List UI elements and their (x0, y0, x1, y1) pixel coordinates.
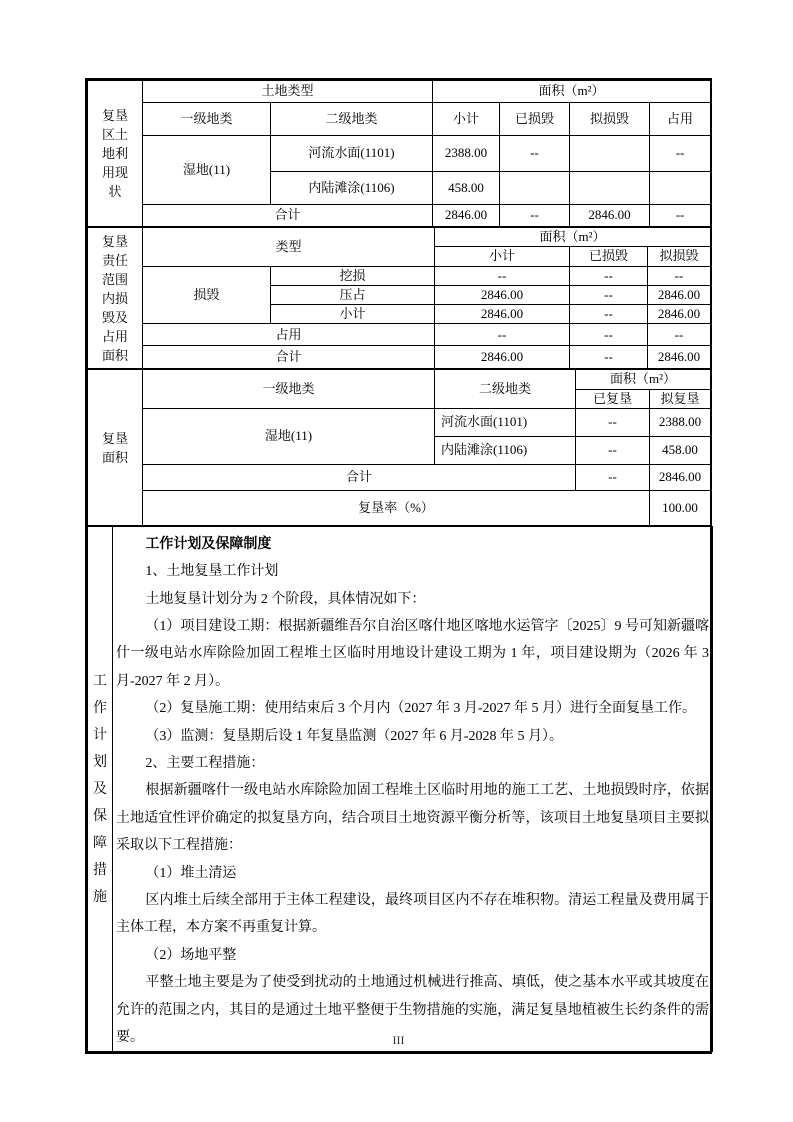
total-reclaimed: -- (576, 464, 650, 490)
cell-level1-wetland: 湿地(11) (143, 408, 435, 464)
work-plan-content (113, 526, 713, 1052)
cell-subtotal: 458.00 (433, 172, 500, 205)
cell-subtotal: 2846.00 (435, 285, 570, 304)
paragraph: （2）复垦施工期：使用结束后 3 个月内（2027 年 3 月-2027 年 5 月）进行全面复垦工作。 (145, 701, 697, 717)
cell-level1-wetland: 湿地(11) (143, 136, 271, 205)
total-damaged: -- (570, 346, 648, 369)
paragraph: 土地复垦计划分为 2 个阶段，具体情况如下： (145, 591, 426, 607)
table-row (88, 103, 711, 136)
row-label-subtotal: 小计 (271, 305, 435, 324)
cell-planned-damage (570, 136, 650, 172)
paragraph: （2）场地平整 (145, 947, 237, 963)
cell-planned-reclaim: 2388.00 (650, 408, 711, 436)
cell-subtotal: -- (435, 324, 570, 346)
paragraph: （1）堆土清运 (145, 865, 237, 881)
header-planned-damage: 拟损毁 (570, 103, 650, 136)
row-label-occupied: 占用 (143, 324, 435, 346)
cell-planned-damage: 2846.00 (648, 285, 711, 304)
total-label: 合计 (143, 205, 433, 227)
header-occupied: 占用 (650, 103, 711, 136)
paragraph: （1）项目建设工期：根据新疆维吾尔自治区喀什地区喀地水运管字〔2025〕9 号可知新疆喀什一级电站水库除险加固工程堆土区临时用地设计建设工期为 1 年，项目建设期为（2026 年 3 月-2027 年 2 月）。 (116, 618, 709, 689)
total-planned-damage: 2846.00 (648, 346, 711, 369)
header-land-type: 土地类型 (143, 81, 433, 103)
paragraph: 区内堆土后续全部用于主体工程建设，最终项目区内不存在堆积物。清运工程量及费用属于主体工程，本方案不再重复计算。 (116, 893, 709, 936)
section-label-land-use-status: 复垦区土地利用现状 (88, 81, 143, 227)
reclamation-area-table (87, 369, 711, 526)
cell-planned-damage (570, 172, 650, 205)
table-row (88, 136, 711, 172)
section-label-work-plan: 工作计划及保障措施 (88, 526, 113, 1052)
header-level2: 二级地类 (271, 103, 433, 136)
cell-reclaimed: -- (576, 436, 650, 464)
total-label: 合计 (143, 464, 576, 490)
liability-area-table (87, 227, 711, 369)
table-row (88, 81, 711, 103)
cell-level2-river: 河流水面(1101) (435, 408, 576, 436)
work-plan-title: 工作计划及保障制度 (145, 536, 272, 552)
section-label-reclamation-area: 复垦面积 (88, 370, 143, 526)
paragraph: 2、主要工程措施： (145, 756, 265, 771)
header-area: 面积（m²） (576, 370, 711, 389)
cell-damaged: -- (500, 136, 570, 172)
cell-damaged: -- (570, 324, 648, 346)
table-row (88, 370, 711, 389)
total-subtotal: 2846.00 (433, 205, 500, 227)
cell-reclaimed: -- (576, 408, 650, 436)
header-reclaimed: 已复垦 (576, 389, 650, 408)
damage-group-label: 损毁 (143, 266, 271, 324)
table-row (88, 205, 711, 227)
reclamation-rate-value: 100.00 (650, 490, 711, 525)
total-planned-damage: 2846.00 (570, 205, 650, 227)
header-area: 面积（m²） (433, 81, 711, 103)
table-row (88, 464, 711, 490)
cell-subtotal: 2388.00 (433, 136, 500, 172)
header-subtotal: 小计 (435, 247, 570, 266)
cell-planned-damage: 2846.00 (648, 305, 711, 324)
total-occupied: -- (650, 205, 711, 227)
paragraph: 1、土地复垦工作计划 (145, 564, 279, 580)
work-plan-section (87, 526, 713, 1053)
reclamation-rate-label: 复垦率（%） (143, 490, 650, 525)
cell-subtotal: 2846.00 (435, 305, 570, 324)
header-subtotal: 小计 (433, 103, 500, 136)
cell-level2-mudflat: 内陆滩涂(1106) (271, 172, 433, 205)
header-level2: 二级地类 (435, 370, 576, 409)
total-subtotal: 2846.00 (435, 346, 570, 369)
row-label-occupation: 压占 (271, 285, 435, 304)
cell-planned-damage: -- (648, 324, 711, 346)
cell-subtotal: -- (435, 266, 570, 285)
table-row (88, 266, 711, 285)
total-damaged: -- (500, 205, 570, 227)
paragraph: 平整土地主要是为了使受到扰动的土地通过机械进行推高、填低，使之基本水平或其坡度在允许的范围之内，其目的是通过土地平整便于生物措施的实施，满足复垦地植被生长约条件的需要。 (116, 975, 709, 1046)
table-row (88, 324, 711, 346)
table-row (88, 526, 713, 1052)
reclamation-report-sheet (85, 78, 712, 1054)
cell-damaged: -- (570, 305, 648, 324)
row-label-excavation: 挖损 (271, 266, 435, 285)
header-level1: 一级地类 (143, 370, 435, 409)
section-label-liability: 复垦责任范围内损毁及占用面积 (88, 228, 143, 369)
header-planned-damage: 拟损毁 (648, 247, 711, 266)
cell-planned-damage: -- (648, 266, 711, 285)
total-label: 合计 (143, 346, 435, 369)
cell-level2-river: 河流水面(1101) (271, 136, 433, 172)
header-damaged: 已损毁 (500, 103, 570, 136)
cell-level2-mudflat: 内陆滩涂(1106) (435, 436, 576, 464)
table-row (88, 408, 711, 436)
header-damaged: 已损毁 (570, 247, 648, 266)
cell-damaged: -- (570, 285, 648, 304)
table-row (88, 228, 711, 247)
land-use-status-table (87, 80, 711, 227)
header-type: 类型 (143, 228, 435, 267)
cell-occupied (650, 172, 711, 205)
table-row (88, 346, 711, 369)
header-area: 面积（m²） (435, 228, 711, 247)
header-planned-reclaim: 拟复垦 (650, 389, 711, 408)
paragraph: 根据新疆喀什一级电站水库除险加固工程堆土区临时用地的施工工艺、土地损毁时序，依据土地适宜性评价确定的拟复垦方向，结合项目土地资源平衡分析等，该项目土地复垦项目主要拟采取以下工程措施： (116, 783, 709, 854)
header-level1: 一级地类 (143, 103, 271, 136)
table-row (88, 490, 711, 525)
cell-damaged: -- (570, 266, 648, 285)
page-number: III (392, 1033, 405, 1047)
cell-damaged (500, 172, 570, 205)
cell-occupied: -- (650, 136, 711, 172)
paragraph: （3）监测：复垦期后设 1 年复垦监测（2027 年 6 月-2028 年 5 月）。 (145, 728, 564, 744)
cell-planned-reclaim: 458.00 (650, 436, 711, 464)
total-planned-reclaim: 2846.00 (650, 464, 711, 490)
